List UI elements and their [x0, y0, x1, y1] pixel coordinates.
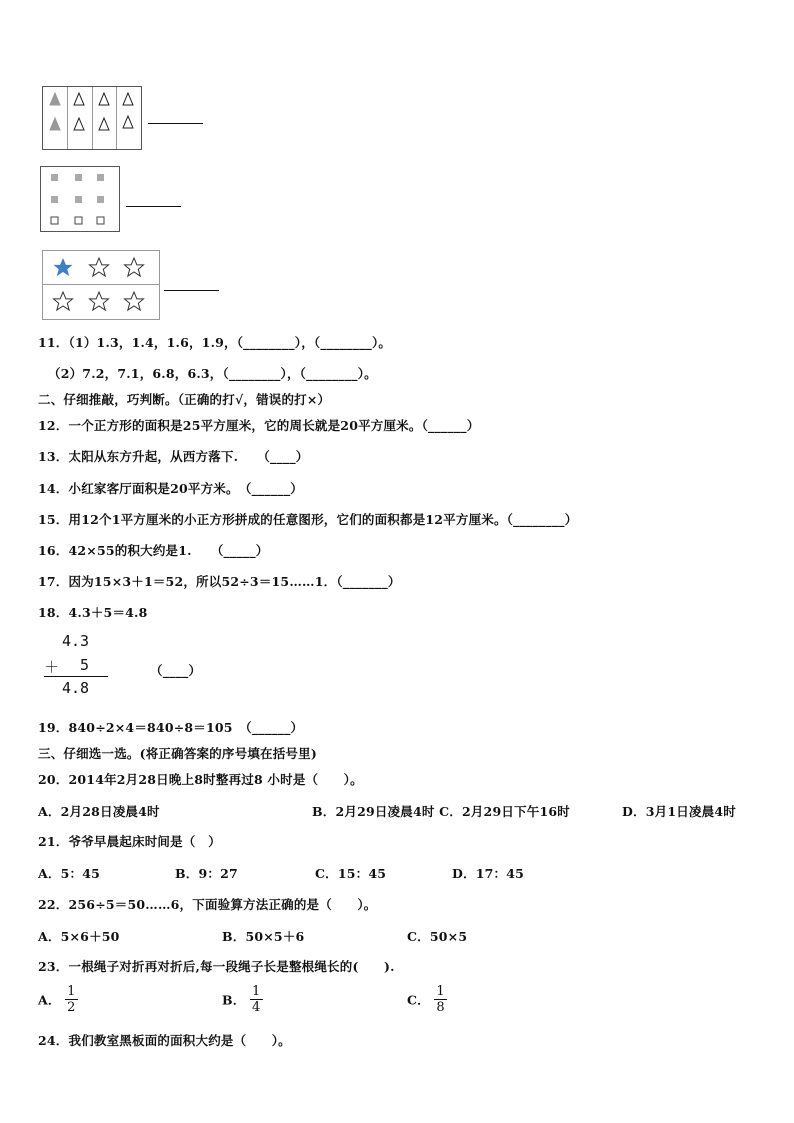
triangle-icon	[74, 118, 84, 130]
triangle-icon	[123, 93, 133, 105]
square-icon	[51, 217, 58, 224]
star-pattern-figure	[42, 250, 160, 320]
shaded-square-icon	[97, 174, 104, 181]
q20-option-bc: B．2月29日凌晨4时 C．2月29日下午16时	[312, 804, 570, 819]
question-12: 12．一个正方形的面积是25平方厘米，它的周长就是20平方厘米。（______）	[38, 418, 480, 433]
vertical-calc-top: 4.3	[62, 632, 90, 650]
triangle-icon	[99, 118, 109, 130]
q21-option-c: C．15：45	[315, 866, 387, 881]
shaded-square-icon	[97, 196, 104, 203]
triangle-icon	[123, 116, 133, 128]
vertical-calc-addend: 5	[80, 656, 90, 674]
shaded-square-icon	[75, 196, 82, 203]
question-22: 22．256÷5＝50……6，下面验算方法正确的是（ ）。	[38, 897, 377, 912]
question-13: 13．太阳从东方升起，从西方落下. （____）	[38, 449, 309, 464]
fraction-one-half: $\frac{1}{2}$	[67, 984, 76, 1015]
question-23: 23．一根绳子对折再对折后,每一段绳子长是整根绳长的( ).	[38, 959, 395, 974]
q21-option-d: D．17：45	[452, 866, 525, 881]
star-icon	[125, 258, 144, 276]
question-11-part2: （2）7.2，7.1，6.8，6.3，（________），（________）。	[48, 366, 377, 381]
triangle-icon	[74, 93, 84, 105]
question-21: 21．爷爷早晨起床时间是（ ）	[38, 834, 221, 849]
square-icon	[97, 217, 104, 224]
question-18-bracket: （____）	[150, 663, 202, 678]
q21-option-a: A．5：45	[38, 866, 100, 881]
section-2-heading: 二、仔细推敲，巧判断。（正确的打√，错误的打×）	[38, 392, 331, 407]
vertical-calc-line	[44, 676, 108, 677]
q22-option-a: A．5×6＋50	[38, 929, 120, 944]
section-3-heading: 三、仔细选一选。(将正确答案的序号填在括号里)	[38, 746, 317, 761]
triangle-icon	[99, 93, 109, 105]
question-20: 20．2014年2月28日晚上8时整再过8 小时是（ ）。	[38, 772, 363, 787]
fraction-one-quarter: $\frac{1}{4}$	[252, 984, 261, 1015]
q20-option-d: D．3月1日凌晨4时	[622, 804, 736, 819]
shaded-square-icon	[75, 174, 82, 181]
question-18: 18．4.3＋5＝4.8	[38, 605, 148, 620]
figure2-answer-line	[126, 206, 181, 207]
figure3-answer-line	[164, 290, 219, 291]
star-icon	[90, 258, 109, 276]
question-19: 19．840÷2×4＝840÷8＝105 （______）	[38, 720, 304, 735]
squares-svg	[41, 167, 119, 231]
triangle-pattern-figure	[42, 86, 142, 150]
star-icon	[90, 292, 109, 310]
q22-option-b: B．50×5＋6	[222, 929, 305, 944]
shaded-square-icon	[51, 174, 58, 181]
star-icon	[54, 292, 73, 310]
triangles-svg	[43, 87, 141, 149]
square-icon	[75, 217, 82, 224]
q21-option-b: B．9：27	[175, 866, 238, 881]
question-24: 24．我们教室黑板面的面积大约是（ ）。	[38, 1033, 291, 1048]
question-11-part1: 11．（1）1.3，1.4，1.6，1.9，（________），（________）。	[38, 335, 392, 350]
q20-option-a: A．2月28日凌晨4时	[38, 804, 160, 819]
vertical-calc-plus: ＋	[44, 658, 60, 676]
question-15: 15．用12个1平方厘米的小正方形拼成的任意图形，它们的面积都是12平方厘米。（________）	[38, 512, 578, 527]
star-icon	[125, 292, 144, 310]
question-17: 17．因为15×3＋1＝52，所以52÷3＝15……1．（_______）	[38, 574, 401, 589]
question-14: 14．小红家客厅面积是20平方米。 （______）	[38, 481, 303, 496]
figure1-answer-line	[148, 123, 203, 124]
stars-svg	[43, 251, 159, 319]
question-16: 16．42×55的积大约是1. （_____）	[38, 543, 269, 558]
q23-option-b: B． $\frac{1}{4}$	[222, 984, 261, 1015]
filled-star-icon	[54, 258, 73, 276]
q23-option-c: C． $\frac{1}{8}$	[407, 984, 445, 1015]
fraction-one-eighth: $\frac{1}{8}$	[436, 984, 445, 1015]
square-pattern-figure	[40, 166, 120, 232]
vertical-calc-result: 4.8	[62, 679, 90, 697]
shaded-triangle-icon	[50, 93, 60, 105]
shaded-triangle-icon	[50, 118, 60, 130]
q23-option-a: A． $\frac{1}{2}$	[38, 984, 76, 1015]
q22-option-c: C．50×5	[407, 929, 468, 944]
shaded-square-icon	[51, 196, 58, 203]
